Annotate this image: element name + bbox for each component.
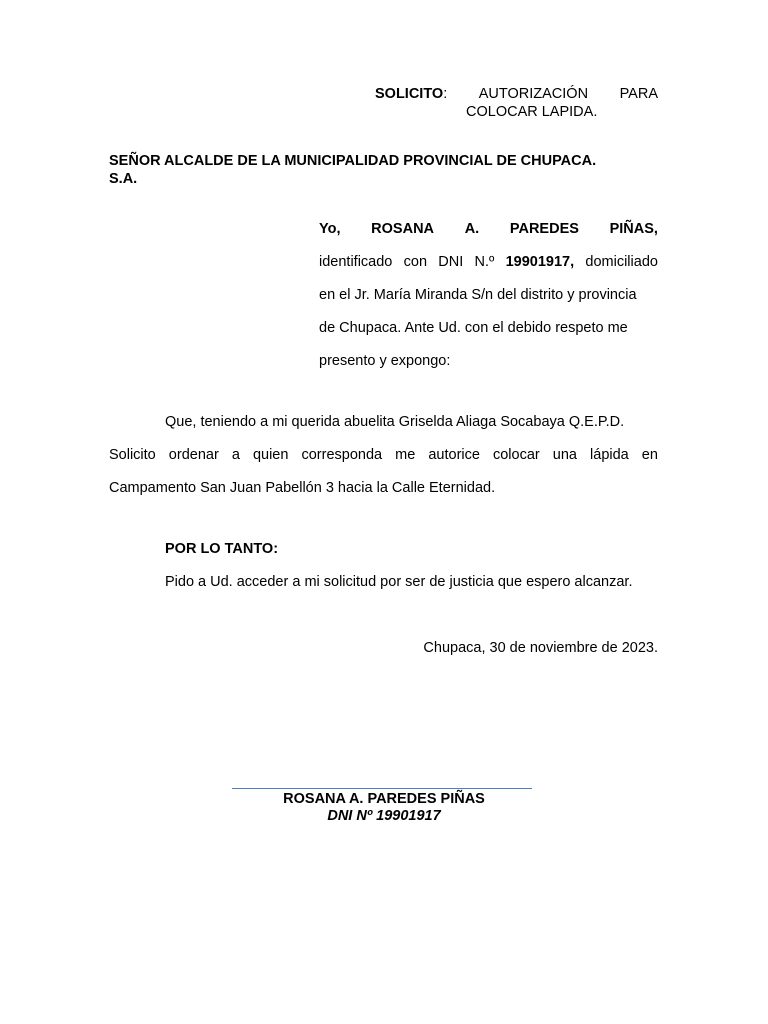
- signature-name: ROSANA A. PAREDES PIÑAS: [283, 791, 485, 807]
- yo-word: Yo,: [319, 221, 341, 237]
- body-line-2-word: corresponda: [301, 447, 383, 463]
- identification-expose-line: presento y expongo:: [319, 353, 451, 369]
- identification-dni-line: [319, 253, 658, 271]
- ident-word-e: domiciliado: [585, 254, 658, 270]
- name-part-1: ROSANA: [371, 221, 435, 237]
- name-part-4: PIÑAS,: [609, 221, 658, 237]
- identification-paragraph: [319, 220, 658, 385]
- subject-word-2: PARA: [619, 86, 658, 102]
- request-sentence: Pido a Ud. acceder a mi solicitud por ser de justicia que espero alcanzar.: [165, 574, 633, 590]
- body-line-2-word: Solicito: [109, 447, 156, 463]
- body-line-2-word: en: [641, 447, 658, 463]
- body-paragraph: [109, 413, 658, 512]
- body-line-2-word: una: [552, 447, 577, 463]
- signature-dni: DNI Nº 19901917: [327, 808, 441, 824]
- signature-line: [232, 788, 532, 789]
- por-lo-tanto-heading: POR LO TANTO:: [165, 541, 279, 557]
- body-line-2-word: lápida: [590, 447, 629, 463]
- date-line: Chupaca, 30 de noviembre de 2023.: [423, 640, 658, 656]
- body-line-2: [109, 446, 658, 464]
- subject-line-1: [375, 85, 658, 103]
- identification-respect-line: de Chupaca. Ante Ud. con el debido respeto me: [319, 320, 628, 336]
- addressee-line-2: S.A.: [109, 171, 138, 187]
- body-line-3: Campamento San Juan Pabellón 3 hacia la Calle Eternidad.: [109, 480, 496, 496]
- subject-line-2: COLOCAR LAPIDA.: [466, 104, 598, 120]
- body-line-2-word: a: [231, 447, 240, 463]
- name-part-3: PAREDES: [509, 221, 579, 237]
- ident-word-a: identificado: [319, 254, 393, 270]
- subject-label: SOLICITO: [375, 86, 444, 102]
- addressee-block: [109, 152, 669, 188]
- body-line-2-word: colocar: [492, 447, 540, 463]
- addressee-line-1: SEÑOR ALCALDE DE LA MUNICIPALIDAD PROVINCIAL DE CHUPACA.: [109, 153, 597, 169]
- identification-address-line: en el Jr. María Miranda S/n del distrito y provincia: [319, 287, 637, 303]
- name-part-2: A.: [464, 221, 480, 237]
- ident-word-b: con: [403, 254, 428, 270]
- subject-word-1: AUTORIZACIÓN: [478, 86, 589, 102]
- body-line-2-word: me: [395, 447, 416, 463]
- body-line-2-word: autorice: [428, 447, 480, 463]
- subject-block: [375, 85, 658, 121]
- body-line-2-word: quien: [252, 447, 289, 463]
- subject-separator: :: [443, 86, 448, 102]
- identification-name-line: [319, 220, 658, 238]
- ident-word-d: N.º: [474, 254, 495, 270]
- subject-label-group: [375, 85, 447, 103]
- body-line-1: Que, teniendo a mi querida abuelita Griselda Aliaga Socabaya Q.E.P.D.: [165, 414, 625, 430]
- dni-number: 19901917,: [505, 254, 575, 270]
- body-line-2-word: ordenar: [168, 447, 219, 463]
- ident-word-c: DNI: [438, 254, 464, 270]
